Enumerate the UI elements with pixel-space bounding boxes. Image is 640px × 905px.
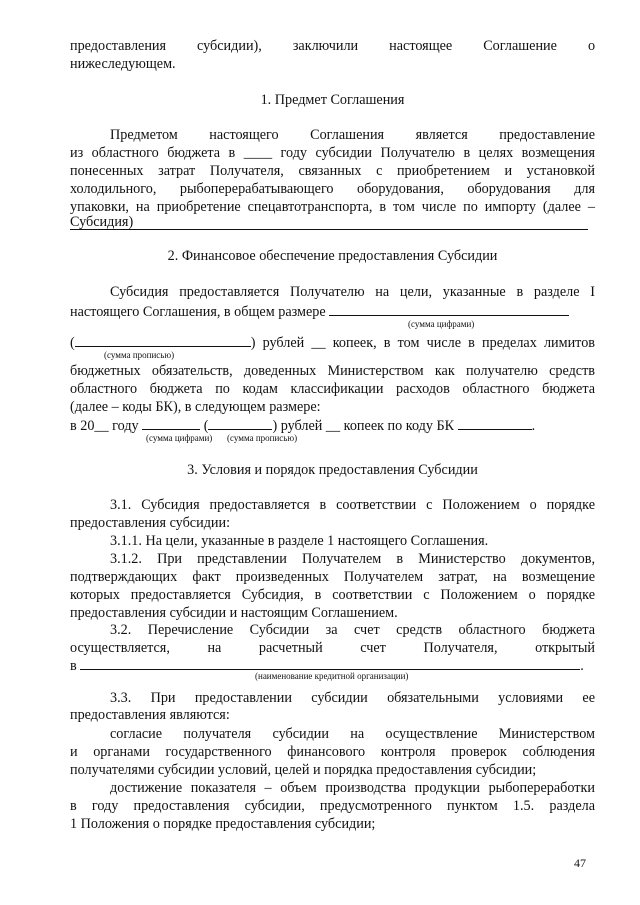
amount-words-blank — [75, 333, 251, 347]
section-1-line-4: холодильного, рыбоперерабатывающего оборудования, оборудования для — [70, 181, 595, 197]
caption-amount-digits: (сумма цифрами) — [408, 319, 475, 329]
section-2-line-4: бюджетных обязательств, доведенных Министерством как получателю средств — [70, 363, 595, 379]
clause-3-3-line-8: 1 Положения о порядке предоставления субсидии; — [70, 816, 376, 832]
section-1-line-6: Субсидия) — [70, 214, 134, 230]
clause-3-1-2-line-2: подтверждающих факт произведенных Получателем затрат, на возмещение — [70, 569, 595, 585]
budget-code-blank — [458, 416, 532, 430]
caption-year-digits: (сумма цифрами) — [146, 433, 213, 443]
section-1-heading: 1. Предмет Соглашения — [260, 92, 405, 108]
clause-3-3-line-5: получателями субсидии условий, целей и порядка предоставления субсидии; — [70, 762, 537, 778]
section-1-underline — [70, 229, 588, 230]
clause-3-1-line-2: предоставления субсидии: — [70, 515, 231, 531]
clause-3-3-line-1: 3.3. При предоставлении субсидии обязательными условиями ее — [110, 690, 595, 706]
section-2-line-5: областного бюджета по кодам классификации расходов областного бюджета — [70, 381, 595, 397]
section-2-line-6: (далее – коды БК), в следующем размере: — [70, 399, 321, 415]
bank-name-blank — [80, 656, 580, 670]
clause-3-1-2-line-3: которых предоставляется Субсидия, в соответствии с Положением о порядке — [70, 587, 595, 603]
amount-digits-blank — [329, 302, 569, 316]
clause-3-1-1: 3.1.1. На цели, указанные в разделе 1 настоящего Соглашения. — [110, 533, 489, 549]
clause-3-1-line-1: 3.1. Субсидия предоставляется в соответствии с Положением о порядке — [110, 497, 595, 513]
section-2-line-7: в 20__ году ( ) рублей __ копеек по коду БК . — [70, 418, 536, 434]
section-2-line-3: ( ) рублей __ копеек, в том числе в пределах лимитов — [70, 335, 595, 351]
section-2-line-1: Субсидия предоставляется Получателю на цели, указанные в разделе I — [110, 284, 595, 300]
caption-year-words: (сумма прописью) — [227, 433, 298, 443]
intro-line-2: нижеследующем. — [70, 56, 176, 72]
section-2-line-2: настоящего Соглашения, в общем размере — [70, 302, 595, 321]
caption-amount-words: (сумма прописью) — [104, 350, 175, 360]
section-2-heading: 2. Финансовое обеспечение предоставления Субсидии — [167, 248, 498, 264]
year-amount-words-blank — [208, 416, 272, 430]
year-amount-digits-blank — [142, 416, 200, 430]
clause-3-2-line-3: в . — [70, 658, 584, 674]
section-1-line-2: из областного бюджета в ____ году субсидии Получателю в целях возмещения — [70, 145, 595, 161]
section-3-heading: 3. Условия и порядок предоставления Субсидии — [187, 462, 478, 478]
section-1-line-3: понесенных затрат Получателя, связанных с приобретением и установкой — [70, 163, 595, 179]
clause-3-1-2-line-1: 3.1.2. При представлении Получателем в Министерство документов, — [110, 551, 595, 567]
clause-3-2-line-1: 3.2. Перечисление Субсидии за счет средств областного бюджета — [110, 622, 595, 638]
clause-3-3-line-3: согласие получателя субсидии на осуществление Министерством — [110, 726, 595, 742]
clause-3-3-line-4: и органами государственного финансового контроля проверок соблюдения — [70, 744, 595, 760]
section-1-line-1: Предметом настоящего Соглашения является предоставление — [110, 127, 596, 143]
clause-3-3-line-7: в году предоставления субсидии, предусмотренного пунктом 1.5. раздела — [70, 798, 595, 814]
clause-3-2-line-2: осуществляется, на расчетный счет Получателя, открытый — [70, 640, 596, 656]
clause-3-1-2-line-4: предоставления субсидии и настоящим Соглашением. — [70, 605, 398, 621]
caption-bank-name: (наименование кредитной организации) — [255, 671, 409, 681]
section-1-line-5: упаковки, на приобретение спецавтотранспорта, в том числе по импорту (далее – — [70, 199, 595, 215]
clause-3-3-line-2: предоставления являются: — [70, 707, 230, 723]
intro-line-1: предоставления субсидии), заключили настоящее Соглашение о — [70, 38, 596, 54]
clause-3-3-line-6: достижение показателя – объем производства продукции рыбопереработки — [110, 780, 595, 796]
page-number: 47 — [574, 856, 586, 870]
